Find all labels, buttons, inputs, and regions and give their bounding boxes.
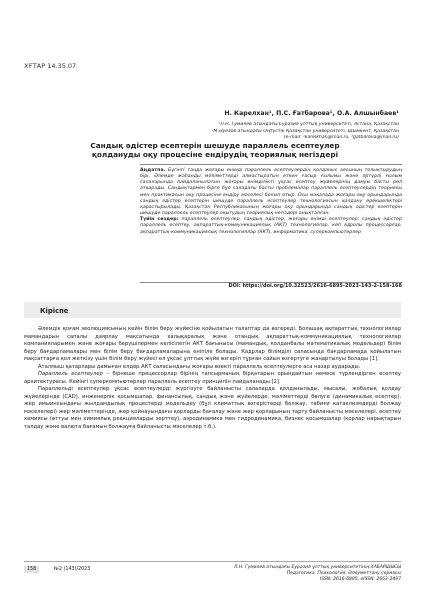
paragraph-3-term: Параллель есептеулер (38, 371, 103, 377)
paragraph-3 (24, 371, 401, 386)
paragraph-4-text: Параллельді есептеулер ұқсас есептеулерді жүргізуге байланысты салаларда қолданылады, мысалы, жобалық қолдау жүйелерінде (САD), инженерлік қосымшалар, финансылық, сандық және жүйелерде, мәліметтерді бөлуге (динамикалық есептер), жер имыинсындағы жылдамдылық процестерді модельдеу (бұл климаттық өзгерістерді болжау, табиғи катаклизмдерді болжау мәселелері) жер мәліметтерінде, жер қойнауындағы қорларды бағалау және жер қорларының тарту байланысты мәселелері, есептеу хемиясы (өттуы мен химиялық реакцияларды зерттеу), аэродинамика мен гидродинамика, бизнес қосымшалар (қорлар нарықтарын талдау және валюта бағамын болжауға байланысты мәселелер т.б.). (24, 386, 401, 430)
paragraph-4 (24, 386, 401, 431)
journal-issn: ISSN: 2616-6895, eISSN: 2663-2497 (319, 577, 401, 582)
abstract-text: Бүгінгі таңда жоғары өнімді параллель есептеулердің қолданыс аясының толықтырудың бірі. Әлемде жаһанды мәліметтерді алмастыратын өткен ғасыр ғылымы және әртүрлі ғылым салаларында пайдаланылатын жоғары өнімділікті ұқсас есептеу жүйелерінің дамуы басты рөл атқарады. Сандықтармен бірге бұл саладағы басты проблемалар параллель есептеулердің теориясы мен практикасын оқу процесіне ендіру мәселесі болып отыр. Осы мақалада жоғары оқу орындарында сандық әдістер есептерін шешуде параллель есептеулер технологиясын қолдану ерекшеліктері қарастырылады. Қазақстан Республикасының жоғары оқу орындарында сандық әдістер есептерін шешуде параллель есептеулер оқытудың теориялық негіздері анықталған. (140, 168, 402, 217)
keywords-text: параллель есептеулер, сандық әдістер, жоғары өнімді есептеулер, сандық әдістер параллель есептеу, ақпараттық-коммуникациялық (АКТ) технологиялар, көп ядролы процессорлар, ақпараттық-коммуникациялық технологиялар (АКТ), информатика, суперкомпьютерлер (140, 217, 402, 235)
paragraph-2 (24, 364, 401, 372)
affiliation-2: ²М.Әуезов атындағы Оңтүстік Қазақстан университеті, Шымкент, Қазақстан (211, 128, 399, 134)
abstract-paragraph (140, 168, 402, 217)
abstract-label: Аңдатпа. (140, 168, 166, 173)
authors: Н. Карелхан¹, П.С. Ғатбарова¹, О.А. Алшынбаев¹ (224, 110, 399, 117)
affiliation-email: (e-mail: ²karelkhan@mail.ru, ³gatbarova@mail.ru) (283, 135, 399, 141)
keywords-label: Түйін сөздер: (140, 217, 179, 223)
keywords-paragraph (140, 217, 402, 235)
journal-info (191, 565, 401, 583)
abstract-block (140, 164, 402, 283)
issue-number: №2 (143)/2023 (54, 567, 91, 572)
journal-name: Л.Н. Гумилев атындағы Еуразия ұлттық университетінің ХАБАРШЫСЫ (234, 565, 401, 570)
page-number (24, 566, 39, 573)
doi-link[interactable]: DOI: https://doi.org/10.32523/2616-6895-2023-143-2-158-168 (228, 283, 402, 289)
section-header-bar (24, 302, 401, 318)
footer-divider (24, 561, 401, 562)
affiliations (69, 122, 399, 142)
affiliation-1: ¹Л.Н. Гумилев атындағы Еуразия ұлттық университеті, Астана, Қазақстан (218, 122, 399, 127)
paragraph-2-text: Аталмыш қатарлары дамыған елдер АКТ саласындағы жоғары өзекті параллель есептеулерге аса назар аударады. (38, 363, 361, 370)
paragraph-3-text: – бірнеше процессорлар бірінің тапсырманың бірқатарын орындайтын немесе түрлендірген есептеу архитектурасы. Кейінгі суперкомпьютерлер параллель есептеу принципін пайдаланады [2]. (24, 371, 401, 385)
paper-title: Сандық әдістер есептерін шешуде параллель есептеулер қолдануды оқу процесіне ендірудің теориялық негіздері (90, 141, 340, 159)
body-text (24, 326, 401, 431)
page-number-text: 158 (24, 566, 39, 573)
classification-code: ХҒТАР 14.35.07 (24, 62, 77, 70)
paragraph-1 (24, 326, 401, 364)
paragraph-1-text: Әлемдік қоғам эволюциясының кейін білім беру жүйесіне қойылатын талаптар да өзгереді. Болашақ ақпараттық технологиялар мамандарын сапалы даярлау мақсатында халықаралық және отандық ақпараттық-коммуникациялық технологиялар компанияларымен және жоғары берушілермен келісілетін АКТ бағынысы (мамандық, колданбалы математикалық модельдер) білім беру бағдарламалары мен білім беру бағдарламаларына еніпіле болады. Кадрлар білімділі саласында бағдарламада қойылатын мақсаттарға қол жеткізу үшін білім беру жүйесі ел ұқсас ұлттық жүйе өзгеріп тұрған сайын өзгертуге жаңартылуы болады [1]. (24, 326, 401, 362)
section-title: Кіріспе (40, 307, 69, 315)
journal-series: Педагогика. Психология. Әлеуметтану сериясы (286, 571, 401, 576)
